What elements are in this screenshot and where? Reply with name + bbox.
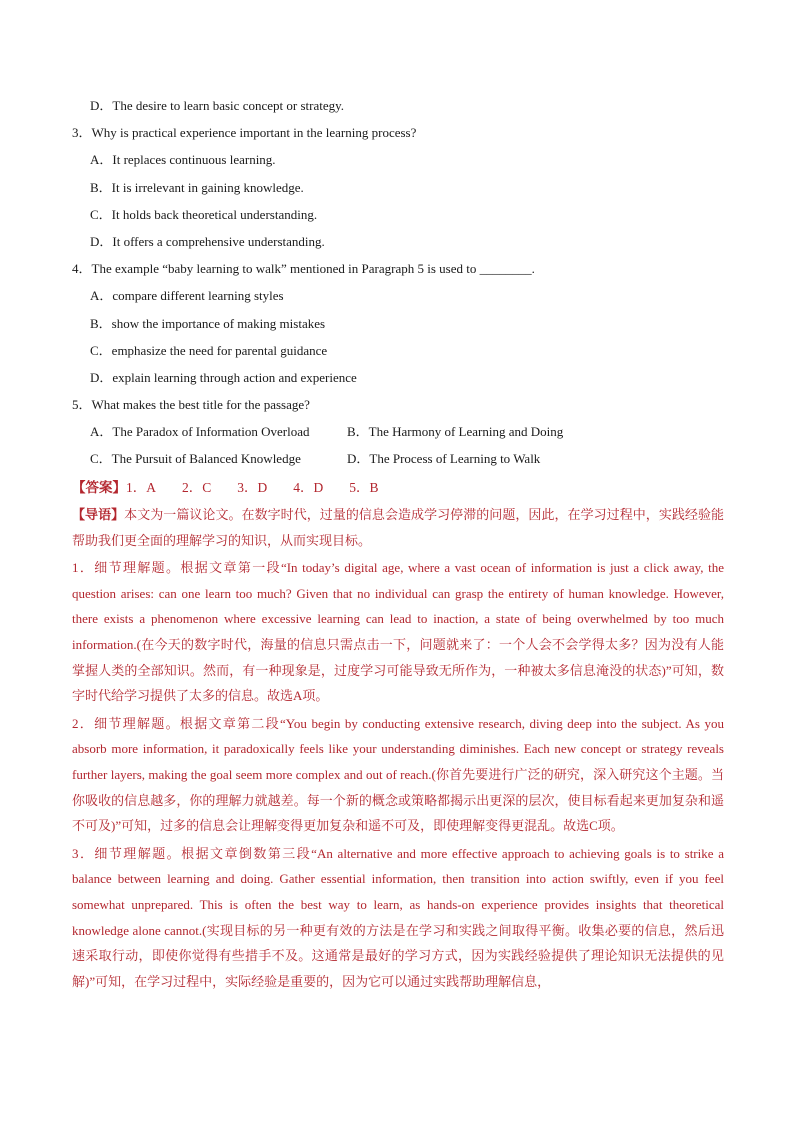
guide-paragraph [72, 502, 724, 553]
answer-section [72, 474, 724, 994]
q5-option-c: C．The Pursuit of Balanced Knowledge [90, 451, 301, 467]
question-block [72, 92, 732, 473]
q3-stem: 3．Why is practical experience important in the learning process? [72, 125, 417, 141]
explanation-3: 3．细节理解题。根据文章倒数第三段“An alternative and more effective approach to achieving goals is to strike a balance between learning and doing. Gather essential information, then transition into action swiftly, even if you feel somewhat unprepared. This is often the best way to learn, as hands-on experience provides insights that theoretical knowledge alone cannot.(实现目标的另一种更有效的方法是在学习和实践之间取得平衡。收集必要的信息，然后迅速采取行动，即使你觉得有些措手不及。这通常是最好的学习方式，因为实践经验提供了理论知识无法提供的见解)”可知，在学习过程中，实际经验是重要的，因为它可以通过实践帮助理解信息， [72, 845, 724, 989]
answer-item: 3．D [237, 480, 268, 495]
q5-options-row-2 [72, 445, 732, 472]
q3-option-b: B．It is irrelevant in gaining knowledge. [90, 179, 304, 195]
q2-option-d: D．The desire to learn basic concept or strategy. [90, 98, 345, 113]
answer-label: 【答案】 [72, 480, 126, 495]
explanation-2: 2．细节理解题。根据文章第二段“You begin by conducting extensive research, diving deep into the subject. As you absorb more information, it paradoxically feels like your understanding diminishes. Each new concept or strategy reveals further layers, making the goal seem more complex and out of reach.(你首先要进行广泛的研究，深入研究这个主题。当你吸收的信息越多，你的理解力就越差。每一个新的概念或策略都揭示出更深的层次，使目标看起来更加复杂和遥不可及)”可知，过多的信息会让理解变得更加复杂和遥不可及，即使理解变得更混乱。故选C项。 [72, 715, 724, 834]
answer-line [72, 474, 724, 502]
answer-item: 1．A [126, 480, 156, 495]
guide-text: 本文为一篇议论文。在数字时代，过量的信息会造成学习停滞的问题，因此，在学习过程中，实践经验能帮助我们更全面的理解学习的知识，从而实现目标。 [72, 507, 724, 548]
q3-option-c: C．It holds back theoretical understanding. [90, 206, 318, 222]
answer-item: 5．B [349, 480, 379, 495]
q4-option-c: C．emphasize the need for parental guidance [90, 342, 328, 358]
q4-option-a: A．compare different learning styles [90, 288, 284, 304]
explanation-1: 1．细节理解题。根据文章第一段“In today’s digital age, where a vast ocean of information is just a click away, the question arises: can one learn too much? Given that no individual can grasp the entirety of human knowledge. However, there exists a phenomenon where excessive learning can lead to inaction, a state of being overwhelmed by too much information.(在今天的数字时代，海量的信息只需点击一下，问题就来了：一个人会不会学得太多？因为没有人能掌握人类的全部知识。然而，有一种现象是，过度学习可能导致无所作为，一种被太多信息淹没的状态)”可知，数字时代给学习提供了太多的信息。故选A项。 [72, 560, 724, 704]
q5-option-a: A．The Paradox of Information Overload [90, 424, 310, 440]
q5-options-row-1 [72, 418, 732, 445]
answer-item: 2．C [182, 480, 212, 495]
q5-option-b: B．The Harmony of Learning and Doing [347, 424, 564, 440]
q4-option-b: B．show the importance of making mistakes [90, 315, 326, 331]
guide-label: 【导语】 [72, 507, 125, 522]
q5-option-d: D．The Process of Learning to Walk [347, 451, 541, 467]
q3-option-d: D．It offers a comprehensive understanding. [90, 233, 325, 249]
q3-option-a: A．It replaces continuous learning. [90, 152, 276, 168]
q4-stem: 4．The example “baby learning to walk” mentioned in Paragraph 5 is used to ________. [72, 261, 535, 277]
q5-stem: 5．What makes the best title for the passage? [72, 397, 310, 413]
q4-option-d: D．explain learning through action and experience [90, 369, 357, 385]
answer-items [126, 480, 405, 495]
answer-item: 4．D [293, 480, 324, 495]
